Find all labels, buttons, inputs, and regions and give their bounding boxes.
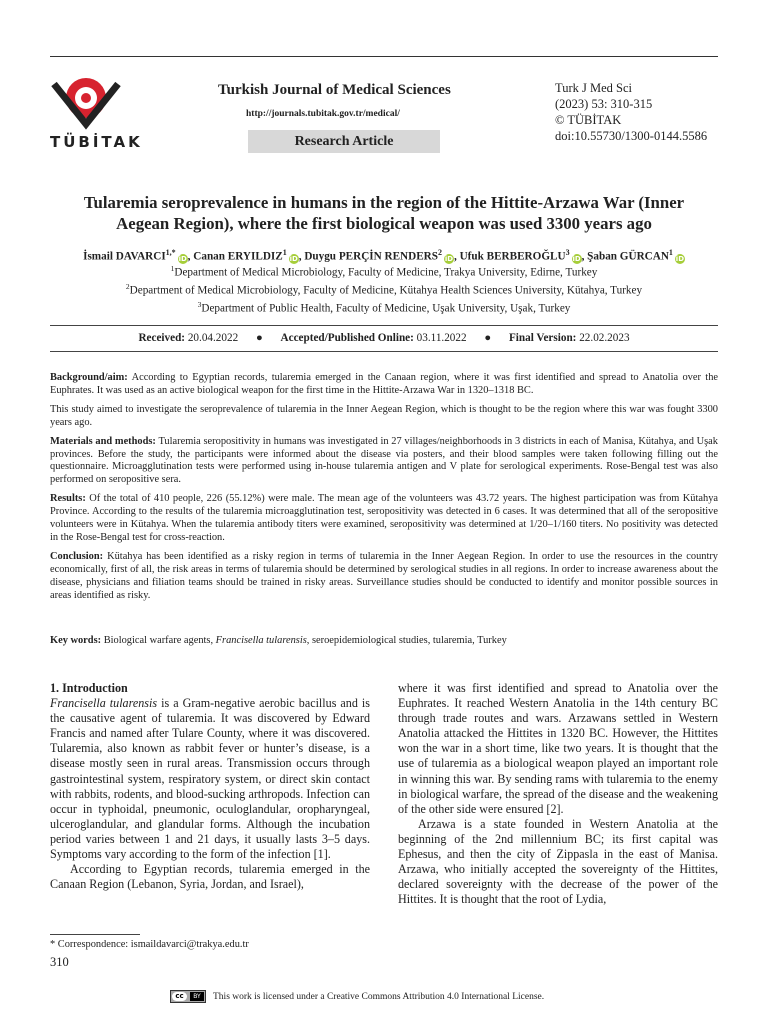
citation-journal: Turk J Med Sci [555,81,632,95]
section-heading: 1. Introduction [50,681,128,695]
abstract [50,372,718,609]
article-type-badge: Research Article [248,130,440,153]
affiliation-list [50,262,718,317]
affiliation-sup: 2 [125,282,130,292]
abstract-background [50,372,718,398]
abstract-label: Conclusion: [50,550,104,562]
license-text: This work is licensed under a Creative Commons Attribution 4.0 International License. [213,992,545,1002]
body-paragraph [50,696,370,862]
author-name: Ufuk BERBEROĞLU [459,250,566,263]
body-paragraph: where it was first identified and spread to Anatolia over the Euphrates. It reached Western Anatolia in the 14th century BC through trade routes and wars. Arzawans settled in Western Anatolia attacked the Hittites in 1320 BC. However, the Hittites won the war in a short time, like two years. It is thought that the use of tularemia as a biological weapon played an important role in winning this war. By sending rams with tularemia to the enemy in biological warfare, the spread of the disease and the weakening of the other side were ensured [2]. [398,681,718,816]
page-number: 310 [50,955,69,969]
abstract-text: Tularemia seropositivity in humans was investigated in 27 villages/neighborhoods in 3 districts in each of Manisa, Kütahya, and Uşak provinces. Before the study, the participants were informed about the disease via posters, and their blood samples were taken following filling out the questionnaire. Microagglutination tests were performed using in-house tularemia antigen and V plate for serological experiments. Rose-Bengal test was also performed on seropositive sera. [50,435,718,486]
abstract-text: Of the total of 410 people, 226 (55.12%) were male. The mean age of the volunteers was 43.72 years. The highest participation was from Kütahya Province. According to the results of the tularemia microagglutination test, seropositivity was detected in 6 cases. It was determined that all of the seropositive volunteers were in Kütahya. When the tularemia antibody titers were examined, seropositivity was determined at 1/20–1/160 titers. No positivity was detected in the Rose-Bengal test for cross-reaction. [50,493,718,543]
journal-url[interactable]: http://journals.tubitak.gov.tr/medical/ [246,109,400,119]
affiliation-sup: 1 [170,264,175,273]
footnote-rule [50,934,140,935]
paper-title-line: Aegean Region), where the first biological weapon was used 3300 years ago [116,214,652,233]
correspondence-footnote: * Correspondence: ismaildavarci@trakya.edu.tr [50,939,249,950]
license-line [170,990,620,1004]
author-name: Şaban GÜRCAN [587,250,669,263]
dates-bar [50,325,718,352]
author-sup: 1 [668,248,673,257]
by-badge-text: BY [190,992,204,1001]
abstract-label: Background/aim: [50,372,128,383]
author-sup: 1 [282,248,287,257]
affiliation-sup: 3 [197,300,202,310]
accepted-label: Accepted/Published Online: [280,332,414,344]
affiliation [50,262,718,280]
author-name: Canan ERYILDIZ [193,250,283,263]
citation-copyright: © TÜBİTAK [555,113,622,127]
author-list: İsmail $DAVARCI^{1,*}iD$, Canan ERYILDIZ$^1$iD, Duygu PERÇİN RENDERS$^2$iD, Ufuk BERBEROĞLU$^3$iD, Şaban GÜRCAN$^1$iD [83,248,685,263]
left-column [50,681,370,892]
orcid-icon[interactable]: iD [444,254,454,263]
body-text: is a Gram-negative aerobic bacillus and is the causative agent of tularemia. It was discovered by Edward Francis and named after Tulare County, where it was discovered. Tularemia, also known as rabbit fever or hunter’s disease, is a disease mostly seen in rural areas. Transmission occurs through gastrointestinal system, respiratory system, or direct skin contact with rabbits, rodents, and blood-sucking arthropods. Infection can occur in typhoidal, pneumonic, oculoglandular, oropharyngeal, ulceroglandular, and glandular forms. Although the incubation period varies between 1 and 21 days, it usually lasts 3–5 days. Symptoms vary according to the form of the infection [1]. [50,696,370,862]
author-sup: 2 [437,248,442,257]
orcid-icon[interactable]: iD [572,254,581,263]
body-italic: Francisella tularensis [50,696,158,711]
abstract-label: Results: [50,493,86,505]
abstract-methods [50,436,718,488]
final-label: Final Version: [508,332,577,344]
accepted-date: 03.11.2022 [416,332,467,344]
author-name: Duygu PERÇİN RENDERS [304,250,438,263]
keywords-text: Biological warfare agents, [103,635,214,646]
keywords-text: , seroepidemiological studies, tularemia, Turkey [306,635,507,646]
paper-title-line: Tularemia seroprevalence in humans in the region of the Hittite-Arzawa War (Inner [83,193,685,212]
bullet-icon: ● [255,332,263,344]
bullet-icon: ● [484,332,492,344]
abstract-conclusion [50,551,718,603]
body-paragraph: According to Egyptian records, tularemia emerged in the Canaan Region (Lebanon, Syria, Jordan, and Israel), [50,862,370,892]
received-date: 20.04.2022 [187,332,239,344]
final-date: 22.02.2023 [579,332,630,344]
orcid-icon[interactable]: iD [675,254,685,263]
paper-title [50,192,718,234]
citation-block [555,80,725,144]
affiliation [50,298,718,316]
affiliation-text: Department of Public Health, Faculty of Medicine, Uşak University, Uşak, Turkey [201,303,571,316]
body-paragraph: Arzawa is a state founded in Western Anatolia at the beginning of the 2nd millennium BC; its first capital was Ephesus, and then the city of Zippasla in the east of Manisa. Arzawa, who initially accepted the sovereignty of the Hittites, declared sovereignty with the decrease of the power of the Hittites. It is thought that the root of Lydia, [398,816,718,907]
abstract-text: According to Egyptian records, tularemia emerged in the Canaan region, where it was first identified and spread to Anatolia over the Euphrates. It was used as an active biological weapon for the first time in the Hittite-Arzawa War in 1320–1318 BC. [50,372,719,396]
affiliation-text: Department of Medical Microbiology, Faculty of Medicine, Trakya University, Edirne, Turkey [174,266,598,279]
logo-text: TÜBİTAK [50,133,143,151]
abstract-aim: This study aimed to investigate the seroprevalence of tularemia in the Inner Aegean Region, which is thought to be the region where this war was fought 3300 years ago. [50,403,718,428]
orcid-icon[interactable]: iD [178,254,187,263]
keywords-italic: Francisella tularensis [215,635,307,646]
author-sup: 3 [565,248,570,257]
keywords-label: Key words: [50,635,102,646]
abstract-label: Materials and methods: [50,435,156,447]
journal-title: Turkish Journal of Medical Sciences [218,82,451,98]
tubitak-emblem-icon [50,68,130,134]
cc-badge-text: cc [172,992,187,1001]
keywords [50,635,718,646]
author-name: İsmail DAVARCI [83,250,166,263]
affiliation [50,280,718,298]
abstract-text: Kütahya has been identified as a risky region in terms of tularemia in the Inner Aegean Region. In order to use the resources in the country economically, first of all, the risk areas in terms of tularemia should be determined by serological studies in all regions. In order to increase awareness about the disease, physicians and filiation teams should be trained in risky areas. Surveillance studies should be conducted to identify and monitor possible sources in areas identified as risky. [50,550,718,601]
cc-by-badge-icon[interactable] [170,990,206,1003]
top-rule [50,56,718,57]
orcid-icon[interactable]: iD [289,254,298,263]
received-label: Received: [138,332,186,344]
affiliation-text: Department of Medical Microbiology, Faculty of Medicine, Kütahya Health Sciences University, Kütahya, Turkey [129,284,643,297]
citation-volume: (2023) 53: 310-315 [555,97,653,111]
abstract-results [50,493,718,545]
author-sup: 1,* [165,248,176,257]
right-column [398,681,718,907]
citation-doi[interactable]: doi:10.55730/1300-0144.5586 [555,129,708,143]
